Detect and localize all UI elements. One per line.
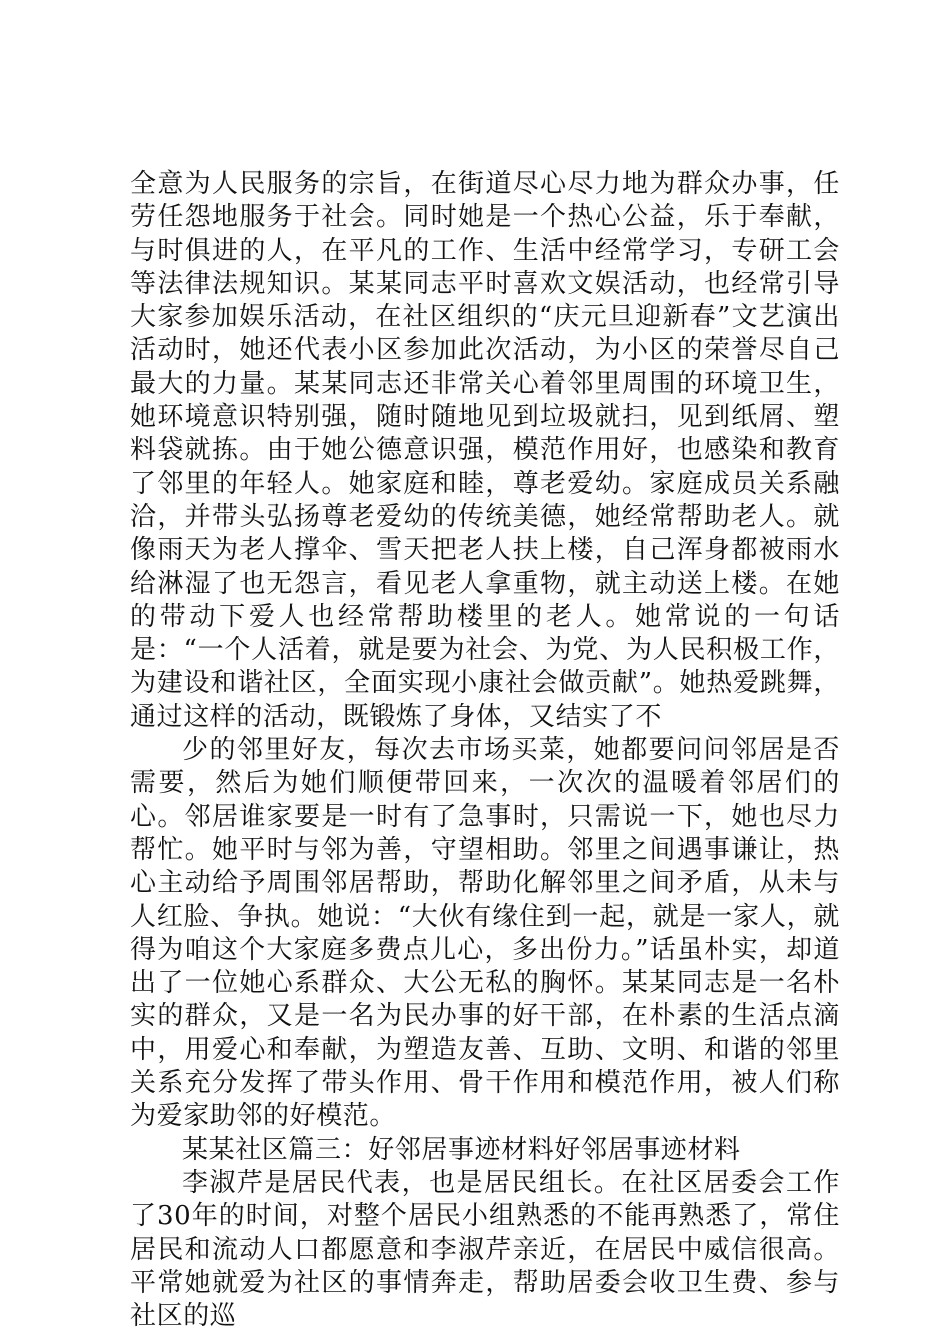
paragraph-3: 李淑芹是居民代表，也是居民组长。在社区居委会工作了30年的时间，对整个居民小组熟悉的不能再熟悉了，常住居民和流动人口都愿意和李淑芹亲近，在居民中威信很高。平常她就爱为社区的事情奔走，帮助居委会收卫生费、参与社区的巡 [130,1167,840,1332]
paragraph-2: 少的邻里好友，每次去市场买菜，她都要问问邻居是否需要，然后为她们顺便带回来，一次次的温暖着邻居们的心。邻居谁家要是一时有了急事时，只需说一下，她也尽力帮忙。她平时与邻为善，守望相助。邻里之间遇事谦让，热心主动给予周围邻居帮助，帮助化解邻里之间矛盾，从未与人红脸、争执。她说：“大伙有缘住到一起，就是一家人，就得为咱这个大家庭多费点儿心，多出份力。”话虽朴实，却道出了一位她心系群众、大公无私的胸怀。某某同志是一名朴实的群众，又是一名为民办事的好干部，在朴素的生活点滴中，用爱心和奉献，为塑造友善、互助、文明、和谐的邻里关系充分发挥了带头作用、骨干作用和模范作用，被人们称为爱家助邻的好模范。 [130,735,840,1132]
paragraph-1: 全意为人民服务的宗旨，在街道尽心尽力地为群众办事，任劳任怨地服务于社会。同时她是一个热心公益，乐于奉献，与时俱进的人，在平凡的工作、生活中经常学习，专研工会等法律法规知识。某某同志平时喜欢文娱活动，也经常引导大家参加娱乐活动，在社区组织的“庆元旦迎新春”文艺演出活动时，她还代表小区参加此次活动，为小区的荣誉尽自己最大的力量。某某同志还非常关心着邻里周围的环境卫生，她环境意识特别强，随时随地见到垃圾就扫，见到纸屑、塑料袋就拣。由于她公德意识强，模范作用好，也感染和教育了邻里的年轻人。她家庭和睦，尊老爱幼。家庭成员关系融洽，并带头弘扬尊老爱幼的传统美德，她经常帮助老人。就像雨天为老人撑伞、雪天把老人扶上楼，自己浑身都被雨水给淋湿了也无怨言，看见老人拿重物，就主动送上楼。在她的带动下爱人也经常帮助楼里的老人。她常说的一句话是：“一个人活着，就是要为社会、为党、为人民积极工作，为建设和谐社区，全面实现小康社会做贡献”。她热爱跳舞，通过这样的活动，既锻炼了身体，又结实了不 [130,169,840,732]
document-body [130,168,840,1333]
section-heading: 某某社区篇三：好邻居事迹材料好邻居事迹材料 [182,1134,741,1165]
